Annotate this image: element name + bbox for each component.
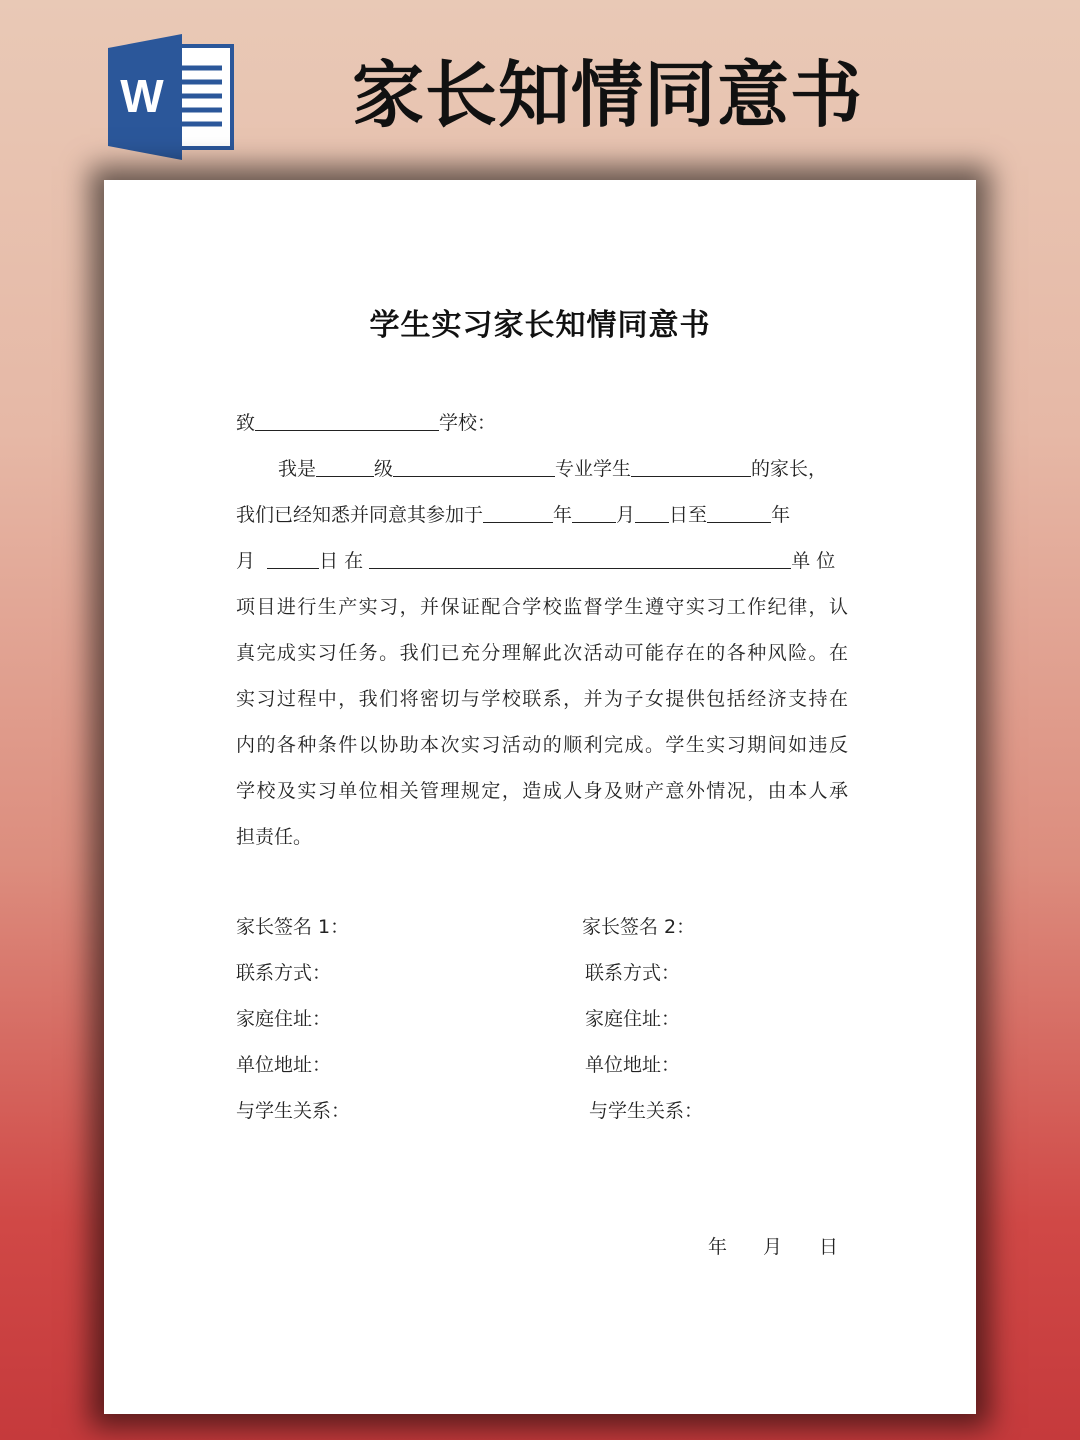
- major-blank[interactable]: [393, 452, 555, 477]
- intro-line-1: [278, 452, 848, 486]
- text-unit: 单 位: [791, 550, 836, 572]
- word-icon: [106, 34, 238, 160]
- body-line: 实习过程中，我们将密切与学校联系，并为子女提供包括经济支持在: [236, 688, 848, 710]
- text-day-at: 日 在: [319, 550, 364, 572]
- date-month: 月: [763, 1236, 783, 1258]
- body-line: 学校及实习单位相关管理规定，造成人身及财产意外情况，由本人承: [236, 780, 848, 802]
- date-year: 年: [708, 1236, 728, 1258]
- parent1-work-address-label: 单位地址：: [236, 1054, 332, 1076]
- unit-blank[interactable]: [369, 544, 791, 569]
- parent1-signature-label: 家长签名 1：: [236, 916, 350, 938]
- parent2-work-address-label: 单位地址：: [585, 1054, 681, 1076]
- word-icon-letter: W: [120, 70, 164, 122]
- start-month-blank[interactable]: [572, 498, 616, 523]
- text-parent-of: 的家长，: [751, 458, 828, 480]
- salutation-line: [236, 406, 848, 440]
- document-page: [104, 180, 976, 1414]
- end-year-blank[interactable]: [707, 498, 771, 523]
- end-day-blank[interactable]: [267, 544, 319, 569]
- text-day-to: 日至: [669, 504, 708, 526]
- salutation-suffix: 学校：: [439, 412, 497, 434]
- salutation-prefix: 致: [236, 412, 256, 434]
- parent2-address-label: 家庭住址：: [585, 1008, 681, 1030]
- text-year: 年: [553, 504, 573, 526]
- body-line: 担责任。: [236, 826, 313, 848]
- parent1-address-label: 家庭住址：: [236, 1008, 332, 1030]
- text-agree: 我们已经知悉并同意其参加于: [236, 504, 484, 526]
- parent1-contact-label: 联系方式：: [236, 962, 332, 984]
- grade-blank[interactable]: [316, 452, 374, 477]
- document-title: 学生实习家长知情同意书: [369, 308, 711, 343]
- parent1-relation-label: 与学生关系：: [236, 1100, 351, 1122]
- text-grade: 级: [374, 458, 394, 480]
- banner-title: 家长知情同意书: [352, 53, 864, 137]
- intro-line-2: [236, 498, 848, 532]
- text-month: 月: [616, 504, 636, 526]
- body-line: 内的各种条件以协助本次实习活动的顺利完成。学生实习期间如违反: [236, 734, 848, 756]
- student-name-blank[interactable]: [631, 452, 751, 477]
- text-month-2: 月: [236, 550, 256, 572]
- body-line: 项目进行生产实习，并保证配合学校监督学生遵守实习工作纪律，认: [236, 596, 848, 618]
- text-year-2: 年: [771, 504, 791, 526]
- date-day: 日: [819, 1236, 839, 1258]
- intro-line-3: [236, 544, 848, 578]
- parent2-relation-label: 与学生关系：: [589, 1100, 704, 1122]
- text-major-student: 专业学生: [555, 458, 632, 480]
- parent2-signature-label: 家长签名 2：: [582, 916, 696, 938]
- text-i-am: 我是: [278, 458, 317, 480]
- parent2-contact-label: 联系方式：: [585, 962, 681, 984]
- start-day-blank[interactable]: [635, 498, 669, 523]
- start-year-blank[interactable]: [483, 498, 553, 523]
- body-line: 真完成实习任务。我们已充分理解此次活动可能存在的各种风险。在: [236, 642, 848, 664]
- school-blank[interactable]: [255, 406, 439, 431]
